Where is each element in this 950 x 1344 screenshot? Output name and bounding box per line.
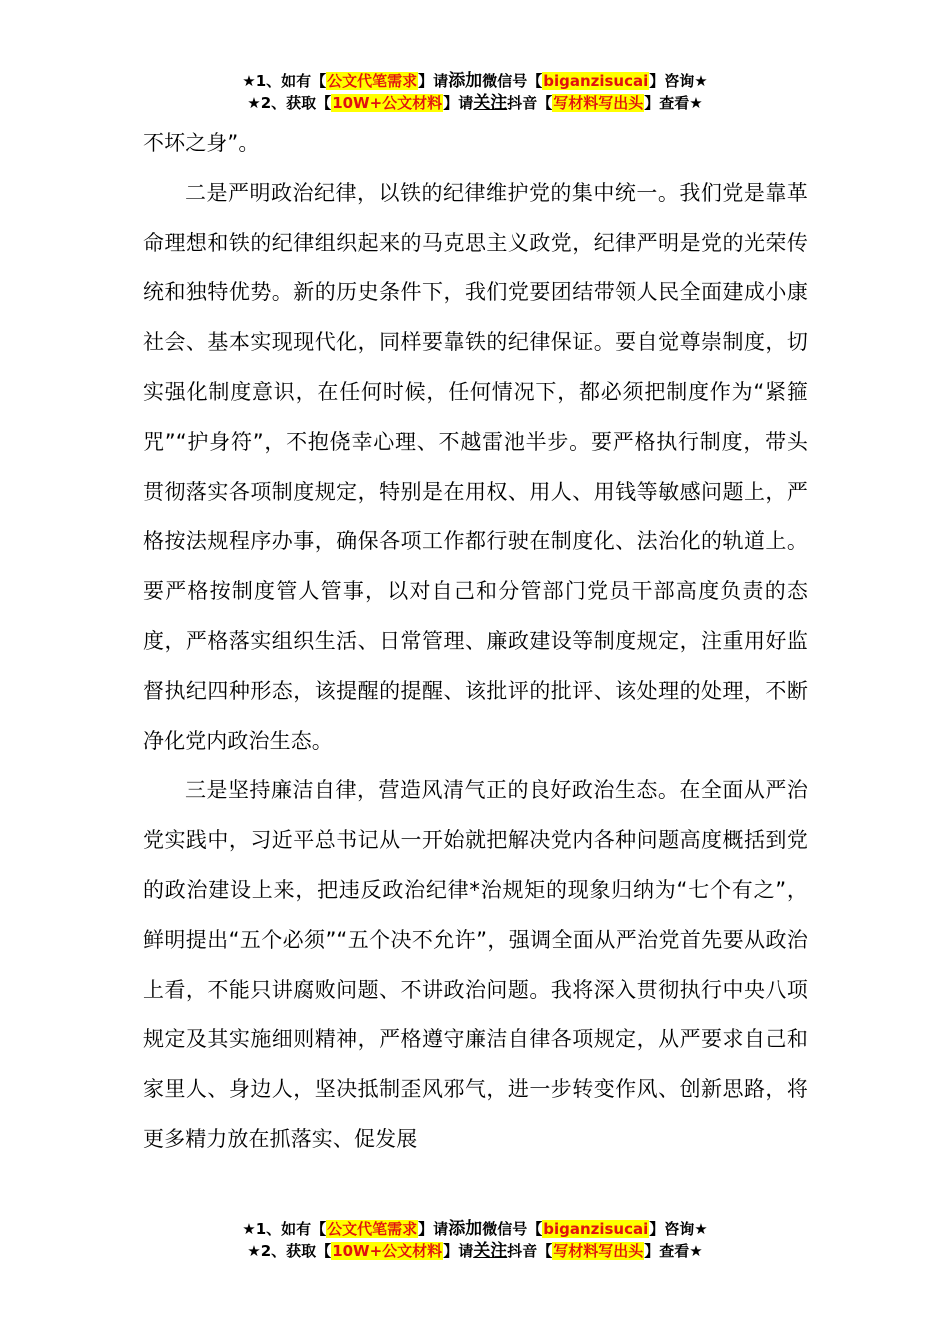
banner-text: 】请 [443,1242,474,1260]
header-banner [0,70,950,114]
highlight-ghostwriting: 公文代笔需求 [327,1220,418,1238]
banner-emphasis: 关注 [473,93,508,113]
paragraph: 三是坚持廉洁自律，营造风清气正的良好政治生态。在全面从严治党实践中，习近平总书记从一开始就把解决党内各种问题高度概括到党的政治建设上来，把违反政治纪律*治规矩的现象归纳为“七个有之”，鲜明提出“五个必须”“五个决不允许”，强调全面从严治党首先要从政治上看，不能只讲腐败问题、不讲政治问题。我将深入贯彻执行中央八项规定及其实施细则精神，严格遵守廉洁自律各项规定，从严要求自己和家里人、身边人，坚决抵制歪风邪气，进一步转变作风、创新思路，将更多精力放在抓落实、促发展 [143,778,808,1151]
banner-text: ★2、获取【 [247,1242,332,1260]
banner-line-2 [0,92,950,114]
banner-line-1 [0,70,950,92]
highlight-materials: 10W+公文材料 [332,94,443,112]
document-body [143,119,808,1165]
banner-text: 】请 [418,72,449,90]
footer-banner [0,1218,950,1262]
banner-text: 】请 [443,94,474,112]
banner-text: ★2、获取【 [247,94,332,112]
highlight-douyin-account: 写材料写出头 [553,94,644,112]
banner-line-1 [0,1218,950,1240]
banner-text: 】查看★ [644,94,703,112]
banner-emphasis: 添加 [448,71,483,91]
highlight-wechat-id: biganzisucai [543,72,649,90]
banner-text: 微信号【 [482,72,543,90]
highlight-wechat-id: biganzisucai [543,1220,649,1238]
highlight-materials: 10W+公文材料 [332,1242,443,1260]
paragraph: 二是严明政治纪律，以铁的纪律维护党的集中统一。我们党是靠革命理想和铁的纪律组织起来的马克思主义政党，纪律严明是党的光荣传统和独特优势。新的历史条件下，我们党要团结带领人民全面建成小康社会、基本实现现代化，同样要靠铁的纪律保证。要自觉尊崇制度，切实强化制度意识，在任何时候，任何情况下，都必须把制度作为“紧箍咒”“护身符”，不抱侥幸心理、不越雷池半步。要严格执行制度，带头贯彻落实各项制度规定，特别是在用权、用人、用钱等敏感问题上，严格按法规程序办事，确保各项工作都行驶在制度化、法治化的轨道上。要严格按制度管人管事，以对自己和分管部门党员干部高度负责的态度，严格落实组织生活、日常管理、廉政建设等制度规定，注重用好监督执纪四种形态，该提醒的提醒、该批评的批评、该处理的处理，不断净化党内政治生态。 [143,180,808,753]
banner-line-2 [0,1240,950,1262]
highlight-douyin-account: 写材料写出头 [553,1242,644,1260]
banner-text: 】查看★ [644,1242,703,1260]
banner-text: ★1、如有【 [242,1220,327,1238]
banner-text: ★1、如有【 [242,72,327,90]
banner-text: 抖音【 [507,1242,553,1260]
banner-text: 抖音【 [507,94,553,112]
banner-text: 微信号【 [482,1220,543,1238]
banner-text: 】请 [418,1220,449,1238]
banner-emphasis: 添加 [448,1219,483,1239]
paragraph: 不坏之身”。 [143,131,260,155]
banner-text: 】咨询★ [649,1220,708,1238]
highlight-ghostwriting: 公文代笔需求 [327,72,418,90]
banner-emphasis: 关注 [473,1241,508,1261]
banner-text: 】咨询★ [649,72,708,90]
